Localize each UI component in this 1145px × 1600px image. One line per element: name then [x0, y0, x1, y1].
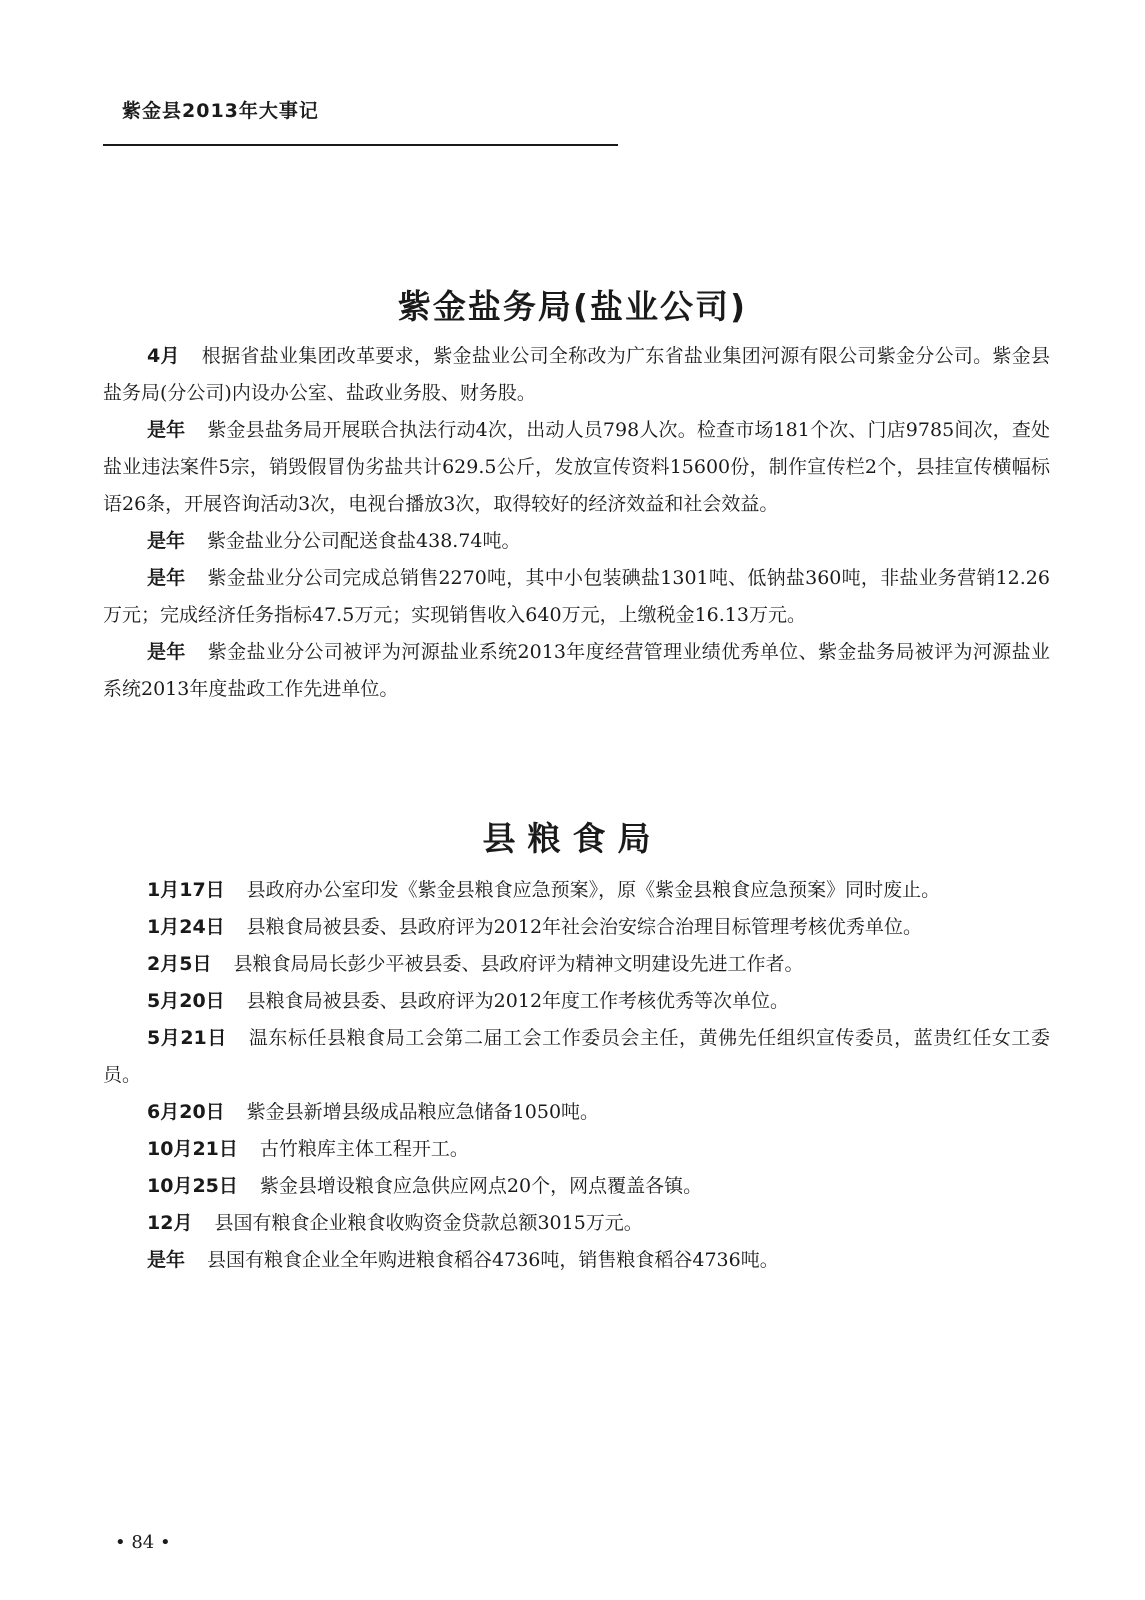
entry-text: 县粮食局被县委、县政府评为2012年社会治安综合治理目标管理考核优秀单位。: [246, 916, 923, 938]
entry: [103, 1242, 1050, 1279]
entry: [103, 338, 1050, 412]
entry-date: 12月: [147, 1212, 193, 1234]
entry-date: 是年: [147, 641, 186, 663]
entry: [103, 1168, 1050, 1205]
page-number: • 84 •: [115, 1532, 171, 1553]
entry: [103, 523, 1050, 560]
entry: [103, 560, 1050, 634]
entry-date: 1月17日: [147, 879, 225, 901]
header-rule: [103, 144, 618, 146]
entry-date: 4月: [147, 345, 180, 367]
entry: [103, 946, 1050, 983]
entry-text: 县国有粮食企业粮食收购资金贷款总额3015万元。: [214, 1212, 643, 1234]
entry-date: 10月21日: [147, 1138, 238, 1160]
entry: [103, 909, 1050, 946]
entry-text: 温东标任县粮食局工会第二届工会工作委员会主任，黄佛先任组织宣传委员，蓝贵红任女工委员。: [103, 1027, 1050, 1086]
entry: [103, 1094, 1050, 1131]
entry-text: 紫金盐业分公司被评为河源盐业系统2013年度经营管理业绩优秀单位、紫金盐务局被评为河源盐业系统2013年度盐政工作先进单位。: [103, 641, 1050, 700]
entry-date: 是年: [147, 567, 186, 589]
entry-date: 是年: [147, 530, 186, 552]
entry-text: 县粮食局局长彭少平被县委、县政府评为精神文明建设先进工作者。: [233, 953, 804, 975]
section-title-grain-bureau: 县粮食局: [482, 819, 663, 859]
entry-text: 紫金盐业分公司完成总销售2270吨，其中小包装碘盐1301吨、低钠盐360吨，非盐业务营销12.26万元；完成经济任务指标47.5万元；实现销售收入640万元，上缴税金16.13万元。: [103, 567, 1050, 626]
entry-text: 紫金县新增县级成品粮应急储备1050吨。: [246, 1101, 600, 1123]
section-body-salt-bureau: [103, 338, 1050, 708]
section-title-salt-bureau: 紫金盐务局(盐业公司): [397, 287, 748, 327]
entry-text: 县政府办公室印发《紫金县粮食应急预案》，原《紫金县粮食应急预案》同时废止。: [246, 879, 941, 901]
entry-date: 5月21日: [147, 1027, 227, 1049]
entry-text: 县粮食局被县委、县政府评为2012年度工作考核优秀等次单位。: [246, 990, 790, 1012]
entry: [103, 1205, 1050, 1242]
entry: [103, 412, 1050, 523]
running-header: 紫金县2013年大事记: [122, 100, 319, 122]
entry-date: 2月5日: [147, 953, 212, 975]
entry-text: 县国有粮食企业全年购进粮食稻谷4736吨，销售粮食稻谷4736吨。: [207, 1249, 779, 1271]
entry-text: 紫金县增设粮食应急供应网点20个，网点覆盖各镇。: [259, 1175, 703, 1197]
entry-date: 10月25日: [147, 1175, 238, 1197]
entry-text: 根据省盐业集团改革要求，紫金盐业公司全称改为广东省盐业集团河源有限公司紫金分公司。紫金县盐务局(分公司)内设办公室、盐政业务股、财务股。: [103, 345, 1050, 404]
entry-text: 紫金盐业分公司配送食盐438.74吨。: [207, 530, 521, 552]
entry: [103, 634, 1050, 708]
entry: [103, 983, 1050, 1020]
entry-date: 6月20日: [147, 1101, 225, 1123]
entry-date: 1月24日: [147, 916, 225, 938]
entry-text: 紫金县盐务局开展联合执法行动4次，出动人员798人次。检查市场181个次、门店9785间次，查处盐业违法案件5宗，销毁假冒伪劣盐共计629.5公斤，发放宣传资料15600份，制作宣传栏2个，县挂宣传横幅标语26条，开展咨询活动3次，电视台播放3次，取得较好的经济效益和社会效益。: [103, 419, 1050, 515]
entry: [103, 872, 1050, 909]
entry-date: 5月20日: [147, 990, 225, 1012]
section-body-grain-bureau: [103, 872, 1050, 1279]
entry-date: 是年: [147, 1249, 186, 1271]
entry-text: 古竹粮库主体工程开工。: [259, 1138, 469, 1160]
entry-date: 是年: [147, 419, 186, 441]
entry: [103, 1131, 1050, 1168]
entry: [103, 1020, 1050, 1094]
